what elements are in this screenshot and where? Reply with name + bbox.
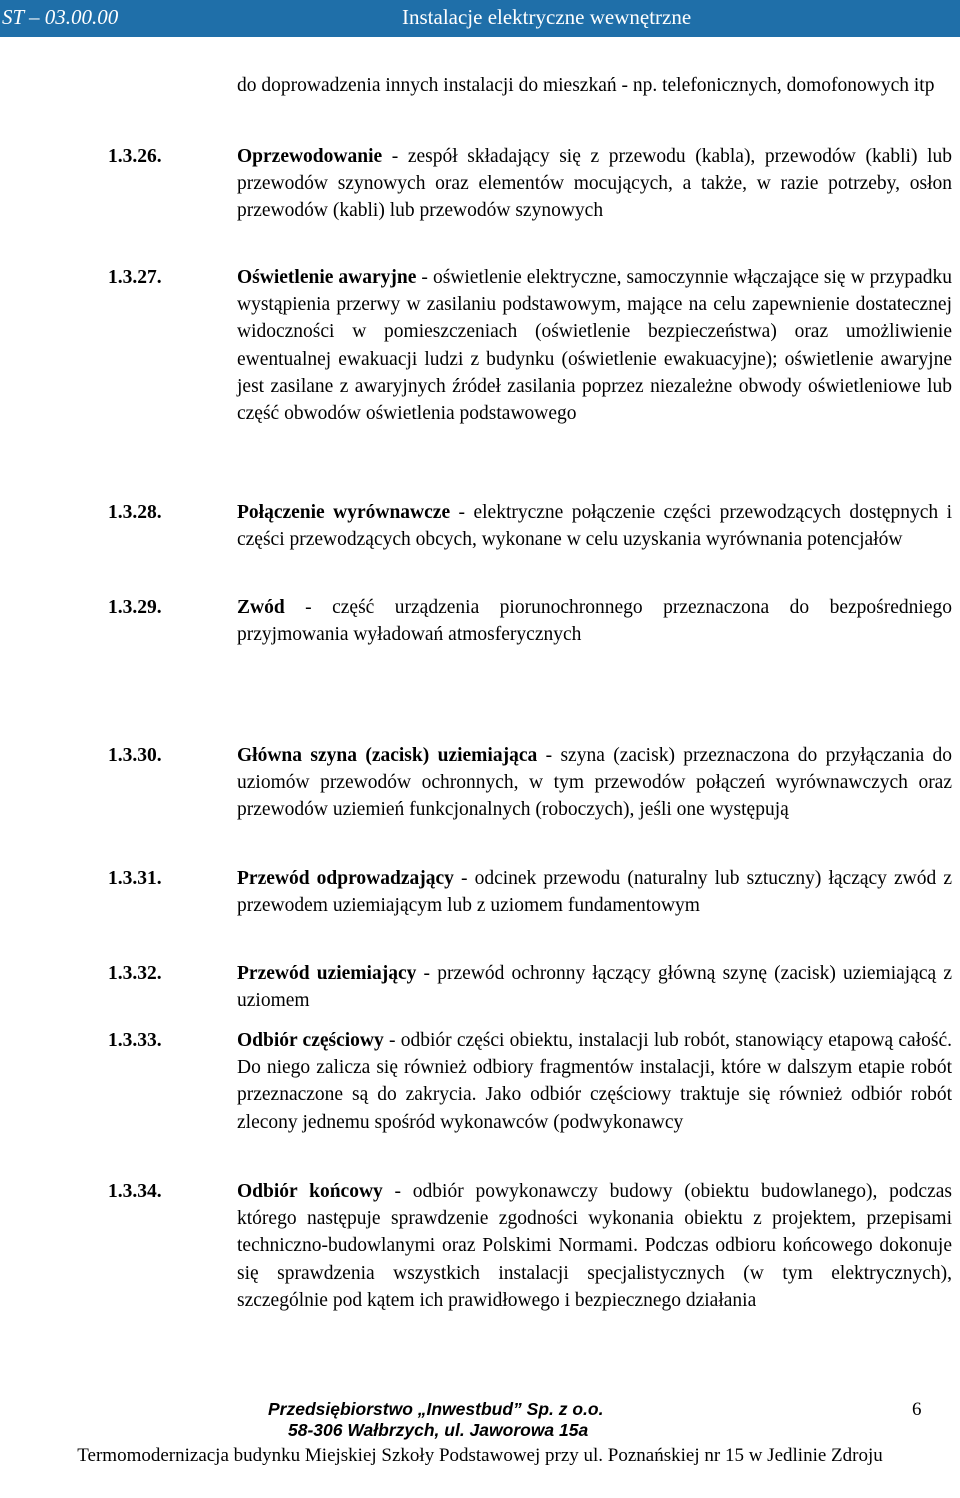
item-text bbox=[237, 960, 952, 1014]
item-number: 1.3.32. bbox=[108, 963, 162, 984]
spec-code: ST – 03.00.00 bbox=[2, 5, 119, 29]
item-term: Odbiór końcowy bbox=[237, 1181, 383, 1202]
footer-project: Termomodernizacja budynku Miejskiej Szkoły Podstawowej przy ul. Poznańskiej nr 15 w Jedlinie Zdroju bbox=[77, 1445, 883, 1466]
item-term: Oprzewodowanie bbox=[237, 146, 383, 167]
item-definition: - zespół składający się z przewodu (kabla), przewodów (kabli) lub przewodów szynowych oraz elementów mocujących, a także, w razie potrzeby, osłon przewodów (kabli) lub przewodów szynowych bbox=[237, 146, 952, 222]
item-definition: - elektryczne połączenie części przewodzących dostępnych i części przewodzących obcych, wykonane w celu uzyskania wyrównania potencjałów bbox=[237, 502, 952, 551]
item-text bbox=[237, 594, 952, 648]
item-text bbox=[237, 742, 952, 824]
item-number: 1.3.30. bbox=[108, 745, 162, 766]
item-definition: - część urządzenia piorunochronnego przeznaczona do bezpośredniego przyjmowania wyładowań atmosferycznych bbox=[237, 597, 952, 646]
item-number: 1.3.34. bbox=[108, 1181, 162, 1202]
item-number: 1.3.29. bbox=[108, 597, 162, 618]
item-definition: - oświetlenie elektryczne, samoczynnie włączające się w przypadku wystąpienia przerwy w zasilaniu podstawowym, mające na celu zapewnienie dostatecznej widoczności w pomieszczeniach (oświetlenie bezpieczeństwa) oraz umożliwienie ewentualnej ewakuacji ludzi z budynku (oświetlenie ewakuacyjne); oświetlenie awaryjne jest zasilane z awaryjnych źródeł zasilania poprzez niezależne obwody oświetleniowe lub część obwodów oświetlenia podstawowego bbox=[237, 267, 952, 425]
continuation-text: do doprowadzenia innych instalacji do mieszkań - np. telefonicznych, domofonowych itp bbox=[237, 75, 935, 96]
item-term: Główna szyna (zacisk) uziemiająca bbox=[237, 745, 538, 766]
item-term: Przewód uziemiający bbox=[237, 963, 417, 984]
item-number: 1.3.33. bbox=[108, 1030, 162, 1051]
item-number: 1.3.31. bbox=[108, 868, 162, 889]
item-definition: - przewód ochronny łączący główną szynę (zacisk) uziemiającą z uziomem bbox=[237, 963, 952, 1012]
item-text bbox=[237, 143, 952, 225]
item-number: 1.3.27. bbox=[108, 267, 162, 288]
item-text bbox=[237, 865, 952, 919]
item-number: 1.3.26. bbox=[108, 146, 162, 167]
item-definition: - odbiór powykonawczy budowy (obiektu budowlanego), podczas którego następuje sprawdzenie zgodności wykonania obiektu z projektem, przepisami techniczno-budowlanymi oraz Polskimi Normami. Podczas odbioru końcowego dokonuje się sprawdzenia wszystkich instalacji specjalistycznych (w tym elektrycznych), szczególnie pod kątem ich prawidłowego i bezpiecznego działania bbox=[237, 1181, 952, 1311]
item-text bbox=[237, 499, 952, 553]
item-term: Połączenie wyrównawcze bbox=[237, 502, 451, 523]
item-text bbox=[237, 1027, 952, 1136]
item-definition: - odcinek przewodu (naturalny lub sztuczny) łączący zwód z przewodem uziemiającym lub z uziomem fundamentowym bbox=[237, 868, 952, 917]
page-header bbox=[0, 0, 960, 37]
footer-address: 58-306 Wałbrzych, ul. Jaworowa 15a bbox=[288, 1420, 589, 1440]
item-text bbox=[237, 1178, 952, 1314]
item-term: Oświetlenie awaryjne bbox=[237, 267, 417, 288]
item-text bbox=[237, 264, 952, 427]
header-title: Instalacje elektryczne wewnętrzne bbox=[402, 5, 692, 29]
item-number: 1.3.28. bbox=[108, 502, 162, 523]
item-term: Odbiór częściowy bbox=[237, 1030, 384, 1051]
item-term: Zwód bbox=[237, 597, 285, 618]
page-number: 6 bbox=[912, 1399, 922, 1420]
item-term: Przewód odprowadzający bbox=[237, 868, 454, 889]
footer-company: Przedsiębiorstwo „Inwestbud” Sp. z o.o. bbox=[268, 1399, 604, 1419]
item-definition: - odbiór części obiektu, instalacji lub robót, stanowiący etapową całość. Do niego zalicza się również odbiory fragmentów instalacji, które w dalszym etapie robót przeznaczone są do zakrycia. Jako odbiór częściowy traktuje się również odbiór robót zlecony jednemu spośród wykonawców (podwykonawcy bbox=[237, 1030, 952, 1133]
item-definition: - szyna (zacisk) przeznaczona do przyłączania do uziomów przewodów ochronnych, w tym przewodów połączeń wyrównawczych oraz przewodów uziemień funkcjonalnych (roboczych), jeśli one występują bbox=[237, 745, 952, 821]
